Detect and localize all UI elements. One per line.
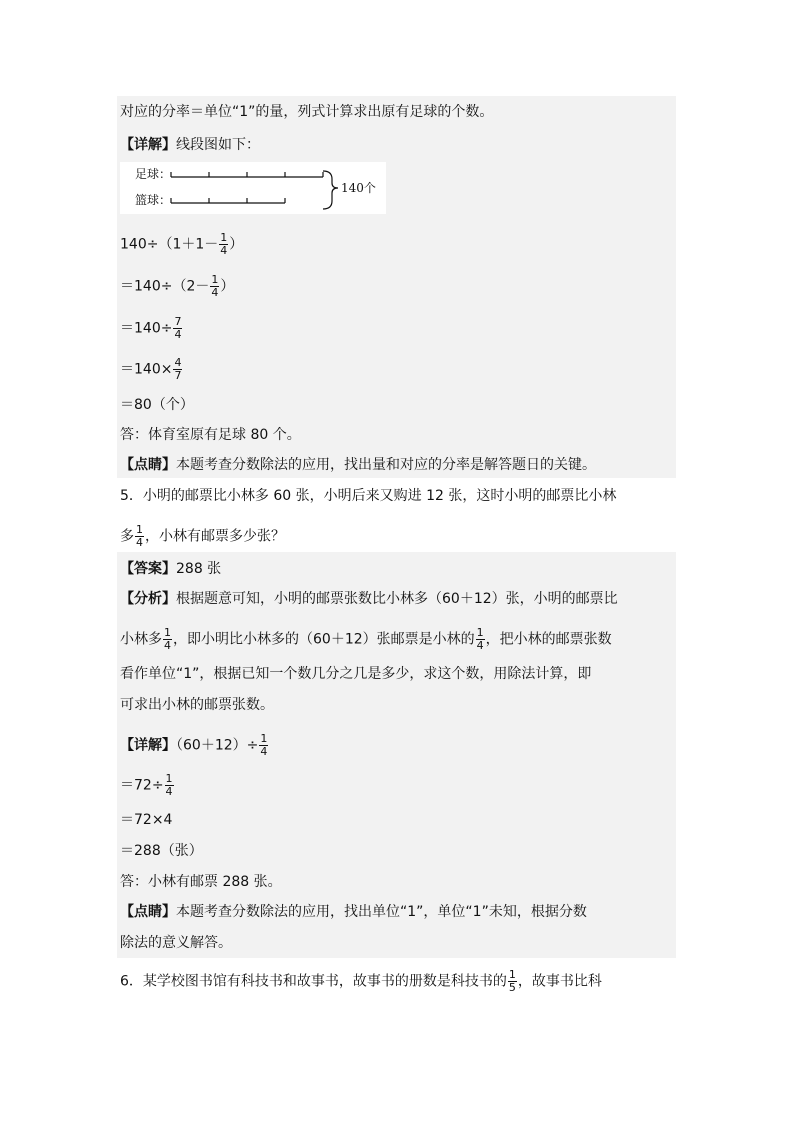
comment-tag: 【点睛】 (120, 904, 176, 920)
fraction: $\frac{1}{4}$ (136, 523, 143, 549)
fraction: $\frac{1}{4}$ (260, 732, 268, 758)
fraction: $\frac{1}{4}$ (211, 273, 219, 299)
fraction: $\frac{1}{5}$ (508, 968, 516, 994)
analysis-tail-line: 对应的分率＝单位“1”的量，列式计算求出原有足球的个数。 (120, 104, 494, 120)
question-5-line-2: 多 $\frac{1}{4}$ ，小林有邮票多少张？ (120, 523, 285, 549)
analysis-line-1: 【分析】根据题意可知，小明的邮票张数比小林多（60＋12）张，小明的邮票比 (120, 591, 618, 607)
answer-line-q4: 答：体育室原有足球 80 个。 (120, 427, 301, 443)
comment-line-q5-2: 除法的意义解答。 (120, 935, 232, 951)
analysis-line-2: 小林多 $\frac{1}{4}$ ，即小明比小林多的（60＋12）张邮票是小林的 $\frac{1}{4}$ ，把小林的邮票张数 (120, 626, 612, 652)
equation-line-3: ＝140÷ $\frac{7}{4}$ (120, 315, 182, 341)
equation-line-1: 140÷（1＋1－ $\frac{1}{4}$ ） (120, 231, 244, 257)
fraction: $\frac{7}{4}$ (174, 315, 182, 341)
detail-line-q5: 【详解】（60＋12）÷ $\frac{1}{4}$ (120, 732, 268, 758)
question-5-line-1: 5．小明的邮票比小林多 60 张，小明后来又购进 12 张，这时小明的邮票比小林 (120, 488, 617, 504)
brace-shape (323, 171, 338, 209)
equation-line-4: ＝140× $\frac{4}{7}$ (120, 356, 182, 382)
line-segment-diagram (120, 162, 386, 214)
fraction: $\frac{1}{4}$ (220, 231, 228, 257)
analysis-tag: 【分析】 (120, 591, 176, 607)
detail-text: 线段图如下： (176, 137, 260, 153)
diagram-total: 140个 (341, 181, 376, 195)
equation-line-q5-4: ＝288（张） (120, 843, 203, 859)
comment-line-q5-1: 【点睛】本题考查分数除法的应用，找出单位“1”，单位“1”未知，根据分数 (120, 904, 587, 920)
answer-line-q5-final: 答：小林有邮票 288 张。 (120, 874, 282, 890)
detail-tag: 【详解】 (120, 137, 176, 153)
diagram-label-basketball: 篮球： (135, 193, 172, 207)
equation-line-q5-3: ＝72×4 (120, 812, 173, 828)
question-6-line-1: 6．某学校图书馆有科技书和故事书，故事书的册数是科技书的 $\frac{1}{5}$ ，故事书比科 (120, 968, 602, 994)
answer-line-q5: 【答案】288 张 (120, 561, 222, 577)
detail-heading (120, 136, 260, 154)
comment-line-q4: 【点睛】本题考查分数除法的应用，找出量和对应的分率是解答题日的关键。 (120, 457, 596, 473)
fraction: $\frac{1}{4}$ (476, 626, 484, 652)
equation-line-5: ＝80（个） (120, 397, 194, 413)
answer-tag: 【答案】 (120, 561, 176, 577)
analysis-line-3: 看作单位“1”，根据已知一个数几分之几是多少，求这个数，用除法计算，即 (120, 666, 592, 682)
fraction: $\frac{1}{4}$ (165, 772, 173, 798)
fraction: $\frac{4}{7}$ (174, 356, 182, 382)
comment-tag: 【点睛】 (120, 457, 176, 473)
equation-line-2: ＝140÷（2－ $\frac{1}{4}$ ） (120, 273, 235, 299)
analysis-line-4: 可求出小林的邮票张数。 (120, 697, 274, 713)
fraction: $\frac{1}{4}$ (164, 626, 171, 652)
detail-tag: 【详解】 (120, 737, 176, 754)
equation-line-q5-2: ＝72÷ $\frac{1}{4}$ (120, 772, 173, 798)
diagram-label-football: 足球： (135, 167, 172, 181)
